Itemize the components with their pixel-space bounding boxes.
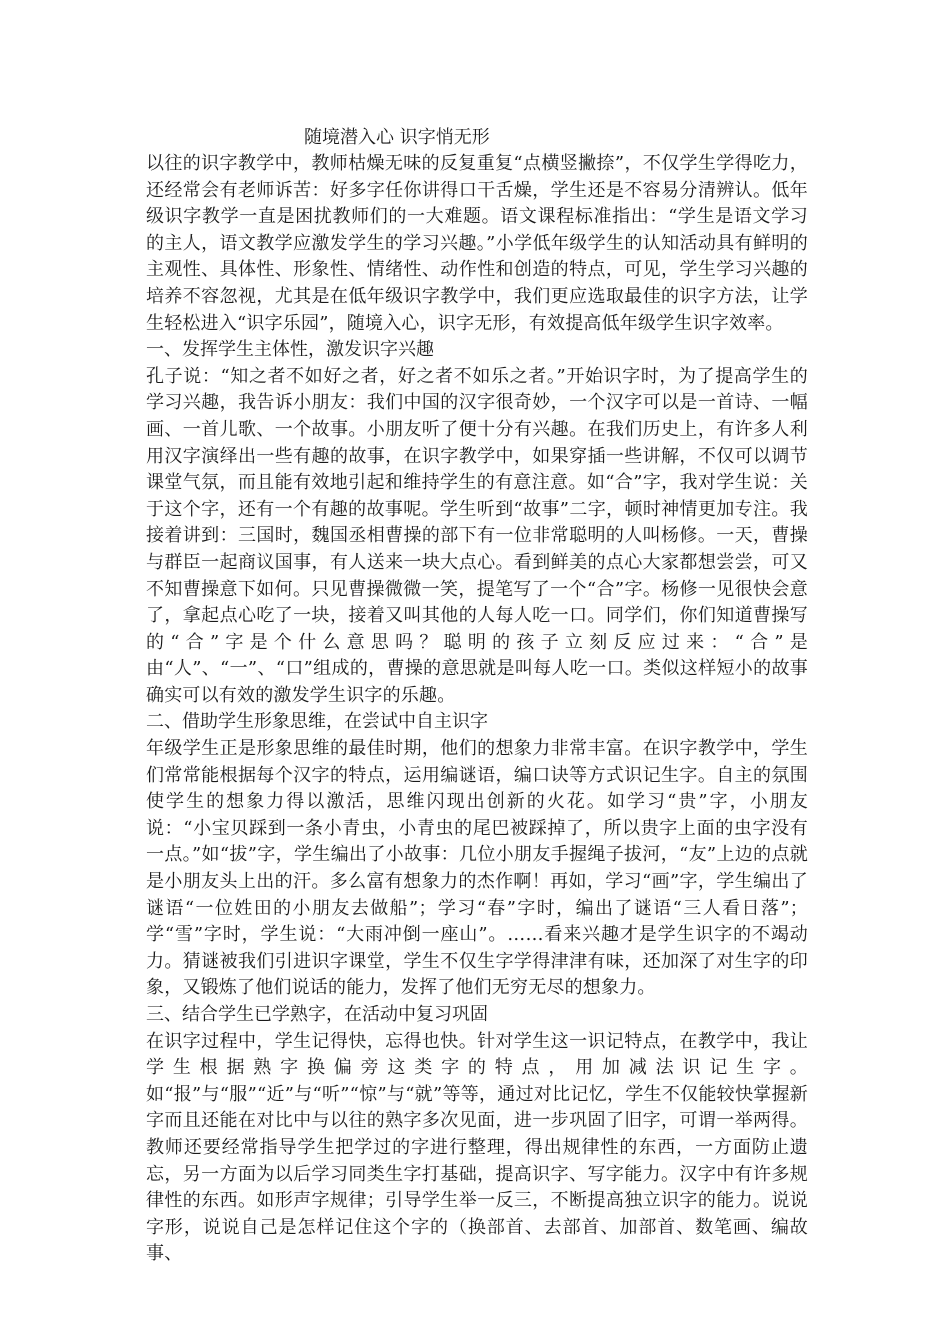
section-heading-2: 二、借助学生形象思维，在尝试中自主识字 <box>146 711 488 733</box>
section-body-2: 年级学生正是形象思维的最佳时期，他们的想象力非常丰富。在识字教学中，学生们常常能根据每个汉字的特点，运用编谜语，编口诀等方式识记生字。自主的氛围使学生的想象力得以激活，思维闪现出创新的火花。如学习“贵”字，小朋友说：“小宝贝踩到一条小青虫，小青虫的尾巴被踩掉了，所以贵字上面的虫字没有一点。”如“拔”字，学生编出了小故事：几位小朋友手握绳子拔河，“友”上边的点就是小朋友头上出的汗。多么富有想象力的杰作啊！再如，学习“画”字，学生编出了谜语“一位姓田的小朋友去做船”；学习“春”字时，编出了谜语“三人看日落”；学“雪”字时，学生说：“大雨冲倒一座山”。……看来兴趣才是学生识字的不竭动力。猜谜被我们引进识字课堂，学生不仅生字学得津津有味，还加深了对生字的印象，又锻炼了他们说话的能力，发挥了他们无穷无尽的想象力。 <box>146 738 808 999</box>
section-body-1: 孔子说：“知之者不如好之者，好之者不如乐之者。”开始识字时，为了提高学生的学习兴趣，我告诉小朋友：我们中国的汉字很奇妙，一个汉字可以是一首诗、一幅画、一首儿歌、一个故事。小朋友听了便十分有兴趣。在我们历史上，有许多人利用汉字演绎出一些有趣的故事，在识字教学中，如果穿插一些讲解，不仅可以调节课堂气氛，而且能有效地引起和维持学生的有意注意。如“合”字，我对学生说：关于这个字，还有一个有趣的故事呢。学生听到“故事”二字，顿时神情更加专注。我接着讲到：三国时，魏国丞相曹操的部下有一位非常聪明的人叫杨修。一天，曹操与群臣一起商议国事，有人送来一块大点心。看到鲜美的点心大家都想尝尝，可又不知曹操意下如何。只见曹操微微一笑，提笔写了一个“合”字。杨修一见很快会意了，拿起点心吃了一块，接着又叫其他的人每人吃一口。同学们，你们知道曹操写的“合”字是个什么意思吗？聪明的孩子立刻反应过来：“合”是由“人”、“一”、“口”组成的，曹操的意思就是叫每人吃一口。类似这样短小的故事确实可以有效的激发学生识字的乐趣。 <box>146 365 808 706</box>
section-heading-1: 一、发挥学生主体性，激发识字兴趣 <box>146 339 434 361</box>
section-body-3: 在识字过程中，学生记得快，忘得也快。针对学生这一识记特点，在教学中，我让学生根据熟字换偏旁这类字的特点，用加减法识记生字。如“报”与“服”“近”与“听”“惊”与“就”等等，通过对比记忆，学生不仅能较快掌握新字而且还能在对比中与以往的熟字多次见面，进一步巩固了旧字，可谓一举两得。教师还要经常指导学生把学过的字进行整理，得出规律性的东西，一方面防止遗忘，另一方面为以后学习同类生字打基础，提高识字、写字能力。汉字中有许多规律性的东西。如形声字规律；引导学生举一反三，不断提高独立识字的能力。说说字形，说说自己是怎样记住这个字的（换部首、去部首、加部首、数笔画、编故事、 <box>146 1030 808 1265</box>
document-body <box>146 125 808 1268</box>
section-heading-3: 三、结合学生已学熟字，在活动中复习巩固 <box>146 1004 488 1025</box>
intro-paragraph: 以往的识字教学中，教师枯燥无味的反复重复“点横竖撇捺”，不仅学生学得吃力，还经常会有老师诉苦：好多字任你讲得口干舌燥，学生还是不容易分清辨认。低年级识字教学一直是困扰教师们的一大难题。语文课程标准指出：“学生是语文学习的主人，语文教学应激发学生的学习兴趣。”小学低年级学生的认知活动具有鲜明的主观性、具体性、形象性、情绪性、动作性和创造的特点，可见，学生学习兴趣的培养不容忽视，尤其是在低年级识字教学中，我们更应选取最佳的识字方法，让学生轻松进入“识字乐园”，随境入心，识字无形，有效提高低年级学生识字效率。 <box>146 153 808 334</box>
document-title: 随境潜入心 识字悄无形 <box>304 127 490 148</box>
